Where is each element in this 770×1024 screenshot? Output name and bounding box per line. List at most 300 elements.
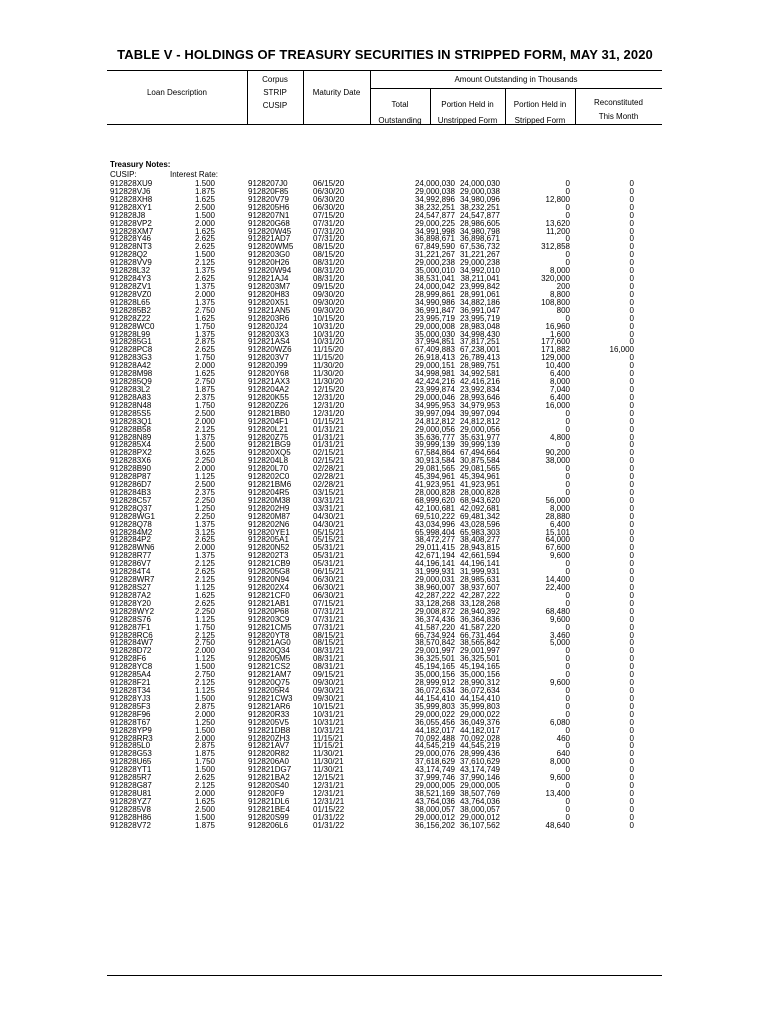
interest-rate-cell: 1.250 bbox=[194, 503, 215, 513]
interest-rate-cell: 2.750 bbox=[194, 638, 215, 648]
corpus-strip-cusip-cell: 912821AG0 bbox=[248, 638, 291, 648]
reconstituted-cell: 0 bbox=[629, 218, 634, 228]
reconstituted-cell: 0 bbox=[629, 377, 634, 387]
maturity-date-cell: 01/31/21 bbox=[313, 424, 345, 434]
interest-rate-cell: 1.625 bbox=[194, 590, 215, 600]
reconstituted-cell: 0 bbox=[629, 765, 634, 775]
unstripped-cell: 45,394,961 bbox=[459, 472, 500, 482]
unstripped-cell: 43,764,036 bbox=[459, 796, 500, 806]
cusip-cell: 912828U65 bbox=[110, 757, 152, 767]
cusip-cell: 912828YT1 bbox=[110, 765, 152, 775]
maturity-date-cell: 10/31/21 bbox=[313, 709, 345, 719]
interest-rate-cell: 1.375 bbox=[194, 266, 215, 276]
corpus-strip-cusip-cell: 912821CS2 bbox=[248, 662, 291, 672]
header-loan-description: Loan Description bbox=[146, 88, 208, 97]
corpus-strip-cusip-cell: 912820Y68 bbox=[248, 369, 289, 379]
reconstituted-cell: 0 bbox=[629, 622, 634, 632]
reconstituted-cell: 0 bbox=[629, 749, 634, 759]
reconstituted-cell: 0 bbox=[629, 313, 634, 323]
total-outstanding-cell: 29,001,997 bbox=[414, 646, 455, 656]
reconstituted-cell: 0 bbox=[629, 464, 634, 474]
interest-rate-cell: 1.625 bbox=[194, 796, 215, 806]
interest-rate-cell: 1.375 bbox=[194, 281, 215, 291]
interest-rate-cell: 1.125 bbox=[194, 654, 215, 664]
maturity-date-cell: 10/31/21 bbox=[313, 717, 345, 727]
corpus-strip-cusip-cell: 9128202H9 bbox=[248, 503, 290, 513]
stripped-cell: 8,800 bbox=[549, 289, 570, 299]
stripped-cell: 4,800 bbox=[549, 432, 570, 442]
maturity-date-cell: 01/31/21 bbox=[313, 440, 345, 450]
maturity-date-cell: 09/30/21 bbox=[313, 693, 345, 703]
stripped-cell: 8,000 bbox=[549, 377, 570, 387]
maturity-date-cell: 11/30/21 bbox=[313, 749, 344, 759]
stripped-cell: 0 bbox=[565, 250, 570, 260]
total-outstanding-cell: 67,849,590 bbox=[414, 242, 455, 252]
total-outstanding-cell: 29,000,225 bbox=[414, 218, 455, 228]
corpus-strip-cusip-cell: 912820WM5 bbox=[248, 242, 294, 252]
reconstituted-cell: 0 bbox=[629, 305, 634, 315]
total-outstanding-cell: 29,000,046 bbox=[414, 392, 455, 402]
stripped-cell: 9,600 bbox=[549, 678, 570, 688]
total-outstanding-cell: 42,671,194 bbox=[414, 551, 455, 561]
corpus-strip-cusip-cell: 912821BB0 bbox=[248, 408, 290, 418]
total-outstanding-cell: 36,055,456 bbox=[414, 717, 455, 727]
corpus-strip-cusip-cell: 912821AM7 bbox=[248, 670, 292, 680]
maturity-date-cell: 06/30/21 bbox=[313, 583, 345, 593]
total-outstanding-cell: 66,734,924 bbox=[414, 630, 455, 640]
total-outstanding-cell: 35,999,803 bbox=[414, 701, 455, 711]
interest-rate-cell: 2.250 bbox=[194, 606, 215, 616]
cusip-cell: 912828L65 bbox=[110, 297, 151, 307]
table-row bbox=[0, 822, 770, 830]
reconstituted-cell: 0 bbox=[629, 598, 634, 608]
reconstituted-cell: 0 bbox=[629, 353, 634, 363]
reconstituted-cell: 0 bbox=[629, 670, 634, 680]
reconstituted-cell: 0 bbox=[629, 709, 634, 719]
maturity-date-cell: 12/31/20 bbox=[313, 408, 345, 418]
section-label: Treasury Notes: bbox=[110, 160, 171, 169]
unstripped-cell: 30,875,584 bbox=[459, 456, 500, 466]
interest-rate-cell: 2.375 bbox=[194, 487, 215, 497]
maturity-date-cell: 08/31/20 bbox=[313, 258, 345, 268]
interest-rate-cell: 3.625 bbox=[194, 448, 215, 458]
cusip-cell: 912828NT3 bbox=[110, 242, 152, 252]
cusip-cell: 912828H86 bbox=[110, 812, 152, 822]
unstripped-cell: 38,565,842 bbox=[459, 638, 500, 648]
maturity-date-cell: 07/31/21 bbox=[313, 622, 345, 632]
interest-rate-cell: 2.625 bbox=[194, 598, 215, 608]
interest-rate-cell: 1.500 bbox=[194, 662, 215, 672]
reconstituted-cell: 0 bbox=[629, 519, 634, 529]
corpus-strip-cusip-cell: 912821AN5 bbox=[248, 305, 291, 315]
unstripped-cell: 41,587,220 bbox=[459, 622, 500, 632]
interest-rate-cell: 1.375 bbox=[194, 329, 215, 339]
corpus-strip-cusip-cell: 912821BM6 bbox=[248, 480, 292, 490]
reconstituted-cell: 0 bbox=[629, 527, 634, 537]
maturity-date-cell: 10/31/20 bbox=[313, 329, 345, 339]
reconstituted-cell: 0 bbox=[629, 321, 634, 331]
corpus-strip-cusip-cell: 9128203V7 bbox=[248, 353, 289, 363]
reconstituted-cell: 0 bbox=[629, 384, 634, 394]
reconstituted-cell: 0 bbox=[629, 186, 634, 196]
cusip-cell: 9128285X4 bbox=[110, 440, 151, 450]
unstripped-cell: 38,000,057 bbox=[459, 804, 500, 814]
unstripped-cell: 29,081,565 bbox=[459, 464, 500, 474]
reconstituted-cell: 0 bbox=[629, 725, 634, 735]
interest-rate-cell: 2.000 bbox=[194, 709, 215, 719]
interest-rate-cell: 1.750 bbox=[194, 321, 215, 331]
stripped-cell: 6,400 bbox=[549, 519, 570, 529]
total-outstanding-cell: 28,999,861 bbox=[414, 289, 455, 299]
cusip-cell: 912828WN6 bbox=[110, 543, 155, 553]
top-rule bbox=[107, 70, 662, 71]
stripped-cell: 0 bbox=[565, 701, 570, 711]
total-outstanding-cell: 68,999,620 bbox=[414, 495, 455, 505]
corpus-strip-cusip-cell: 912820W45 bbox=[248, 226, 292, 236]
corpus-strip-cusip-cell: 9128202N6 bbox=[248, 519, 290, 529]
unstripped-cell: 38,408,277 bbox=[459, 535, 500, 545]
reconstituted-cell: 0 bbox=[629, 535, 634, 545]
interest-rate-cell: 2.500 bbox=[194, 440, 215, 450]
corpus-strip-cusip-cell: 9128207J0 bbox=[248, 179, 288, 188]
total-outstanding-cell: 42,287,222 bbox=[414, 590, 455, 600]
reconstituted-cell: 0 bbox=[629, 495, 634, 505]
total-outstanding-cell: 39,999,139 bbox=[414, 440, 455, 450]
total-outstanding-cell: 42,424,216 bbox=[414, 377, 455, 387]
total-outstanding-cell: 29,011,415 bbox=[415, 543, 455, 553]
unstripped-cell: 34,992,010 bbox=[459, 266, 500, 276]
interest-rate-cell: 2.500 bbox=[194, 408, 215, 418]
interest-rate-cell: 1.500 bbox=[194, 812, 215, 822]
cusip-cell: 912828VP2 bbox=[110, 218, 152, 228]
stripped-cell: 38,000 bbox=[545, 456, 570, 466]
maturity-date-cell: 01/31/22 bbox=[313, 820, 345, 830]
corpus-strip-cusip-cell: 912821AB1 bbox=[248, 598, 290, 608]
reconstituted-cell: 0 bbox=[629, 281, 634, 291]
corpus-strip-cusip-cell: 912820H26 bbox=[248, 258, 290, 268]
unstripped-cell: 28,993,646 bbox=[459, 392, 500, 402]
total-outstanding-cell: 36,325,501 bbox=[414, 654, 455, 664]
maturity-date-cell: 05/31/21 bbox=[313, 543, 345, 553]
corpus-strip-cusip-cell: 912820L21 bbox=[248, 424, 289, 434]
corpus-strip-cusip-cell: 912820Z75 bbox=[248, 432, 289, 442]
total-outstanding-cell: 41,923,951 bbox=[414, 480, 455, 490]
stripped-cell: 11,200 bbox=[546, 226, 570, 236]
stripped-cell: 0 bbox=[565, 567, 570, 577]
stripped-cell: 48,640 bbox=[545, 820, 570, 830]
cusip-cell: 9128285R7 bbox=[110, 773, 152, 783]
maturity-date-cell: 07/15/21 bbox=[313, 598, 345, 608]
maturity-date-cell: 09/15/20 bbox=[313, 281, 345, 291]
total-outstanding-cell: 38,232,251 bbox=[414, 202, 455, 212]
maturity-date-cell: 12/31/20 bbox=[313, 392, 345, 402]
total-outstanding-cell: 23,999,874 bbox=[414, 384, 455, 394]
unstripped-cell: 42,092,681 bbox=[459, 503, 500, 513]
corpus-strip-cusip-cell: 9128204L8 bbox=[248, 456, 289, 466]
maturity-date-cell: 07/31/20 bbox=[313, 218, 345, 228]
interest-rate-cell: 2.500 bbox=[194, 804, 215, 814]
reconstituted-cell: 0 bbox=[629, 773, 634, 783]
interest-rate-cell: 1.500 bbox=[194, 693, 215, 703]
cusip-cell: 912828Q37 bbox=[110, 503, 152, 513]
corpus-strip-cusip-cell: 912820WZ6 bbox=[248, 345, 292, 355]
bottom-rule bbox=[107, 975, 662, 976]
interest-rate-cell: 1.125 bbox=[194, 614, 215, 624]
stripped-cell: 22,400 bbox=[545, 583, 570, 593]
total-outstanding-cell: 42,100,681 bbox=[414, 503, 455, 513]
maturity-date-cell: 10/15/20 bbox=[313, 313, 345, 323]
stripped-cell: 0 bbox=[565, 670, 570, 680]
header-amount-outstanding: Amount Outstanding in Thousands bbox=[454, 75, 578, 84]
reconstituted-cell: 0 bbox=[629, 416, 634, 426]
reconstituted-cell: 0 bbox=[629, 250, 634, 260]
unstripped-cell: 44,196,141 bbox=[459, 559, 500, 569]
total-outstanding-cell: 31,999,931 bbox=[414, 567, 455, 577]
cusip-cell: 9128286V7 bbox=[110, 559, 151, 569]
reconstituted-cell: 0 bbox=[629, 733, 634, 743]
corpus-strip-cusip-cell: 9128202X4 bbox=[248, 583, 289, 593]
unstripped-cell: 28,999,436 bbox=[459, 749, 500, 759]
reconstituted-cell: 0 bbox=[629, 590, 634, 600]
maturity-date-cell: 12/31/21 bbox=[313, 788, 345, 798]
interest-rate-cell: 2.000 bbox=[194, 218, 215, 228]
interest-rate-cell: 1.125 bbox=[194, 686, 215, 695]
total-outstanding-cell: 29,081,565 bbox=[414, 464, 455, 474]
total-outstanding-cell: 37,999,746 bbox=[414, 773, 455, 783]
maturity-date-cell: 11/15/20 bbox=[313, 353, 344, 363]
interest-rate-cell: 1.375 bbox=[194, 297, 215, 307]
cusip-cell: 912828F21 bbox=[110, 678, 151, 688]
stripped-cell: 0 bbox=[565, 646, 570, 656]
total-outstanding-cell: 38,472,277 bbox=[414, 535, 455, 545]
corpus-strip-cusip-cell: 9128203M7 bbox=[248, 281, 291, 291]
cusip-cell: 912828YZ7 bbox=[110, 796, 152, 806]
corpus-strip-cusip-cell: 912820N94 bbox=[248, 575, 290, 585]
total-outstanding-cell: 24,000,030 bbox=[414, 179, 455, 188]
unstripped-cell: 34,979,953 bbox=[459, 400, 500, 410]
stripped-cell: 320,000 bbox=[541, 274, 570, 284]
cusip-cell: 9128285F3 bbox=[110, 701, 151, 711]
total-outstanding-cell: 24,000,042 bbox=[414, 281, 455, 291]
stripped-cell: 13,400 bbox=[545, 788, 570, 798]
unstripped-cell: 28,990,312 bbox=[459, 678, 500, 688]
interest-rate-cell: 1.125 bbox=[194, 472, 215, 482]
total-outstanding-cell: 24,547,877 bbox=[414, 210, 455, 220]
interest-rate-cell: 2.000 bbox=[194, 464, 215, 474]
total-outstanding-cell: 36,374,436 bbox=[414, 614, 455, 624]
stripped-cell: 0 bbox=[565, 408, 570, 418]
unstripped-cell: 66,731,464 bbox=[459, 630, 500, 640]
interest-rate-cell: 2.625 bbox=[194, 274, 215, 284]
corpus-strip-cusip-cell: 9128206L6 bbox=[248, 820, 289, 830]
reconstituted-cell: 0 bbox=[629, 781, 634, 791]
total-outstanding-cell: 39,997,094 bbox=[414, 408, 455, 418]
corpus-strip-cusip-cell: 912820P68 bbox=[248, 606, 289, 616]
stripped-cell: 9,600 bbox=[549, 773, 570, 783]
reconstituted-cell: 0 bbox=[629, 258, 634, 268]
interest-rate-cell: 1.750 bbox=[194, 622, 215, 632]
reconstituted-cell: 0 bbox=[629, 575, 634, 585]
header-reconstituted-line2: This Month bbox=[598, 112, 639, 121]
corpus-strip-cusip-cell: 912821AS4 bbox=[248, 337, 290, 347]
corpus-strip-cusip-cell: 912821BE4 bbox=[248, 804, 290, 814]
maturity-date-cell: 12/15/21 bbox=[313, 773, 345, 783]
total-outstanding-cell: 67,409,883 bbox=[414, 345, 455, 355]
reconstituted-cell: 0 bbox=[629, 210, 634, 220]
cusip-cell: 912828P87 bbox=[110, 472, 151, 482]
total-outstanding-cell: 34,990,986 bbox=[414, 297, 455, 307]
cusip-cell: 912828R77 bbox=[110, 551, 152, 561]
reconstituted-cell: 0 bbox=[629, 369, 634, 379]
cusip-cell: 912828XY1 bbox=[110, 202, 152, 212]
interest-rate-cell: 1.875 bbox=[194, 749, 215, 759]
interest-rate-cell: 2.625 bbox=[194, 234, 215, 244]
header-reconstituted bbox=[575, 96, 662, 124]
maturity-date-cell: 05/15/21 bbox=[313, 535, 345, 545]
unstripped-cell: 44,182,017 bbox=[459, 725, 500, 735]
interest-rate-cell: 2.875 bbox=[194, 337, 215, 347]
unstripped-cell: 31,999,931 bbox=[459, 567, 500, 577]
unstripped-cell: 23,992,834 bbox=[459, 384, 500, 394]
header-total-outstanding bbox=[370, 97, 430, 129]
interest-rate-cell: 1.750 bbox=[194, 400, 215, 410]
cusip-cell: 9128284M2 bbox=[110, 527, 153, 537]
cusip-cell: 912828Z22 bbox=[110, 313, 151, 323]
reconstituted-cell: 0 bbox=[629, 701, 634, 711]
stripped-cell: 9,600 bbox=[549, 614, 570, 624]
unstripped-cell: 36,325,501 bbox=[459, 654, 500, 664]
maturity-date-cell: 01/15/21 bbox=[313, 416, 345, 426]
stripped-cell: 0 bbox=[565, 202, 570, 212]
unstripped-cell: 29,000,056 bbox=[459, 424, 500, 434]
header-total-line2: Outstanding bbox=[378, 116, 422, 125]
unstripped-cell: 42,416,216 bbox=[459, 377, 500, 387]
maturity-date-cell: 11/15/20 bbox=[313, 345, 344, 355]
stripped-cell: 0 bbox=[565, 472, 570, 482]
unstripped-cell: 38,232,251 bbox=[459, 202, 500, 212]
corpus-strip-cusip-cell: 912820N52 bbox=[248, 543, 290, 553]
maturity-date-cell: 09/30/21 bbox=[313, 686, 345, 695]
cusip-cell: 912828WR7 bbox=[110, 575, 155, 585]
maturity-date-cell: 02/28/21 bbox=[313, 480, 345, 490]
reconstituted-cell: 0 bbox=[629, 503, 634, 513]
corpus-strip-cusip-cell: 9128206A0 bbox=[248, 757, 289, 767]
cusip-cell: 912828B58 bbox=[110, 424, 151, 434]
corpus-strip-cusip-cell: 9128207N1 bbox=[248, 210, 290, 220]
maturity-date-cell: 11/30/20 bbox=[313, 369, 344, 379]
reconstituted-cell: 0 bbox=[629, 432, 634, 442]
unstripped-cell: 35,631,977 bbox=[459, 432, 500, 442]
header-unstripped bbox=[430, 97, 505, 129]
total-outstanding-cell: 29,000,151 bbox=[414, 361, 455, 371]
unstripped-cell: 33,128,268 bbox=[459, 598, 500, 608]
corpus-strip-cusip-cell: 912820J99 bbox=[248, 361, 288, 371]
corpus-strip-cusip-cell: 9128202T3 bbox=[248, 551, 289, 561]
maturity-date-cell: 09/30/20 bbox=[313, 305, 345, 315]
stripped-cell: 0 bbox=[565, 598, 570, 608]
maturity-date-cell: 08/15/21 bbox=[313, 630, 345, 640]
total-outstanding-cell: 36,072,634 bbox=[414, 686, 455, 695]
stripped-cell: 8,000 bbox=[549, 266, 570, 276]
reconstituted-cell: 0 bbox=[629, 266, 634, 276]
corpus-strip-cusip-cell: 912821AR6 bbox=[248, 701, 291, 711]
unstripped-cell: 38,937,607 bbox=[459, 583, 500, 593]
interest-rate-cell: 1.500 bbox=[194, 765, 215, 775]
corpus-strip-cusip-cell: 912821AJ4 bbox=[248, 274, 289, 284]
maturity-date-cell: 09/30/21 bbox=[313, 678, 345, 688]
interest-rate-cell: 1.875 bbox=[194, 820, 215, 830]
unstripped-cell: 70,092,028 bbox=[459, 733, 500, 743]
stripped-cell: 640 bbox=[556, 749, 570, 759]
reconstituted-cell: 0 bbox=[629, 804, 634, 814]
cusip-cell: 912828G87 bbox=[110, 781, 152, 791]
cusip-cell: 912828YP9 bbox=[110, 725, 152, 735]
stripped-cell: 56,000 bbox=[545, 495, 570, 505]
stripped-cell: 0 bbox=[565, 654, 570, 664]
header-corpus-line3: CUSIP bbox=[262, 101, 288, 110]
corpus-strip-cusip-cell: 912820YE1 bbox=[248, 527, 290, 537]
unstripped-cell: 29,000,238 bbox=[459, 258, 500, 268]
reconstituted-cell: 0 bbox=[629, 820, 634, 830]
unstripped-cell: 45,194,165 bbox=[459, 662, 500, 672]
reconstituted-cell: 0 bbox=[629, 678, 634, 688]
cusip-cell: 912828XU9 bbox=[110, 179, 153, 188]
unstripped-cell: 24,000,030 bbox=[459, 179, 500, 188]
cusip-cell: 912828L32 bbox=[110, 266, 151, 276]
stripped-cell: 8,000 bbox=[549, 757, 570, 767]
reconstituted-cell: 0 bbox=[629, 274, 634, 284]
maturity-date-cell: 01/15/22 bbox=[313, 804, 345, 814]
unstripped-cell: 36,107,562 bbox=[459, 820, 500, 830]
maturity-date-cell: 08/15/21 bbox=[313, 638, 345, 648]
interest-rate-cell: 2.750 bbox=[194, 670, 215, 680]
unstripped-cell: 28,986,605 bbox=[459, 218, 500, 228]
stripped-cell: 0 bbox=[565, 313, 570, 323]
unstripped-cell: 44,154,410 bbox=[459, 693, 500, 703]
maturity-date-cell: 06/30/20 bbox=[313, 202, 345, 212]
maturity-date-cell: 08/31/20 bbox=[313, 274, 345, 284]
cusip-cell: 9128285Q9 bbox=[110, 377, 152, 387]
unstripped-cell: 28,000,828 bbox=[459, 487, 500, 497]
subheader-interest-rate: Interest Rate: bbox=[170, 170, 219, 179]
maturity-date-cell: 03/15/21 bbox=[313, 487, 345, 497]
corpus-strip-cusip-cell: 912821CM5 bbox=[248, 622, 292, 632]
cusip-cell: 9128285L0 bbox=[110, 741, 151, 751]
total-outstanding-cell: 38,000,057 bbox=[414, 804, 455, 814]
reconstituted-cell: 0 bbox=[629, 234, 634, 244]
cusip-cell: 9128284T4 bbox=[110, 567, 151, 577]
corpus-strip-cusip-cell: 912821DB8 bbox=[248, 725, 291, 735]
unstripped-cell: 35,999,803 bbox=[459, 701, 500, 711]
stripped-cell: 800 bbox=[556, 305, 570, 315]
total-outstanding-cell: 34,998,981 bbox=[414, 369, 455, 379]
stripped-cell: 6,400 bbox=[549, 392, 570, 402]
maturity-date-cell: 10/31/20 bbox=[313, 321, 345, 331]
maturity-date-cell: 02/28/21 bbox=[313, 464, 345, 474]
stripped-cell: 5,000 bbox=[549, 638, 570, 648]
stripped-cell: 171,882 bbox=[541, 345, 570, 355]
stripped-cell: 12,800 bbox=[545, 194, 570, 204]
total-outstanding-cell: 38,570,842 bbox=[414, 638, 455, 648]
interest-rate-cell: 1.750 bbox=[194, 757, 215, 767]
maturity-date-cell: 02/28/21 bbox=[313, 472, 345, 482]
reconstituted-cell: 0 bbox=[629, 638, 634, 648]
unstripped-cell: 36,072,634 bbox=[459, 686, 500, 695]
reconstituted-cell: 0 bbox=[629, 630, 634, 640]
maturity-date-cell: 11/30/21 bbox=[313, 757, 344, 767]
interest-rate-cell: 2.875 bbox=[194, 701, 215, 711]
stripped-cell: 0 bbox=[565, 424, 570, 434]
